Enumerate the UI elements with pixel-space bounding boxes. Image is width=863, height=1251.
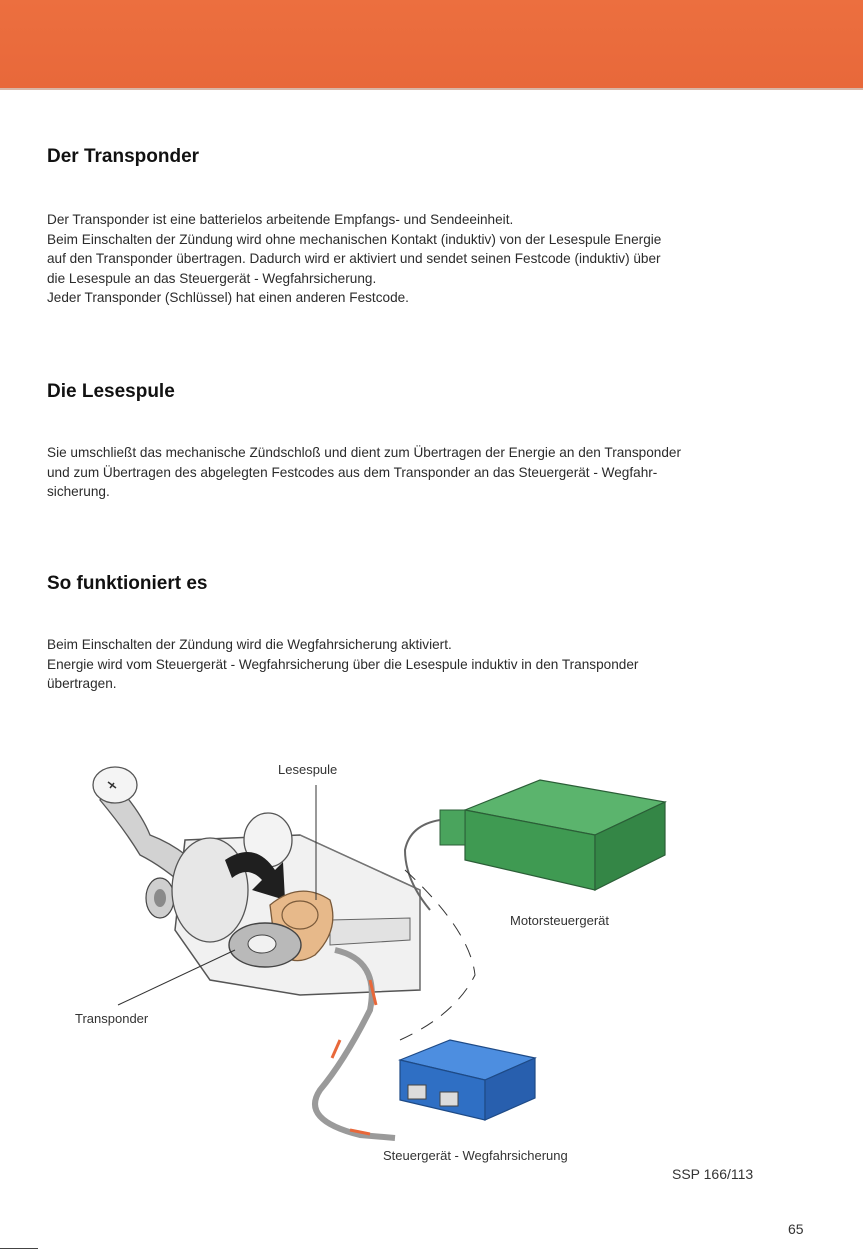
text-line: und zum Übertragen des abgelegten Festcodes aus dem Transponder an das Steuergerät - Wegfahr-: [47, 464, 658, 480]
label-lesespule: Lesespule: [278, 762, 338, 777]
heading-transponder: Der Transponder: [47, 146, 200, 167]
label-transponder: Transponder: [75, 1011, 149, 1026]
text-line: Beim Einschalten der Zündung wird ohne mechanischen Kontakt (induktiv) von der Lesespule Energie: [47, 231, 662, 247]
label-motorsteuergeraet: Motorsteuergerät: [510, 913, 609, 928]
text-line: übertragen.: [47, 676, 117, 691]
engine-control-unit: [405, 780, 665, 910]
page-number: 65: [788, 1221, 804, 1237]
heading-funktion: So funktioniert es: [47, 573, 208, 594]
header-banner: [0, 0, 863, 88]
text-line: Jeder Transponder (Schlüssel) hat einen anderen Festcode.: [47, 290, 409, 305]
label-steuergeraet: Steuergerät - Wegfahrsicherung: [383, 1148, 568, 1163]
figure-illustration: [0, 740, 863, 1170]
paragraph-transponder: [47, 210, 817, 308]
paragraph-funktion: [47, 635, 817, 694]
text-line: sicherung.: [47, 484, 110, 499]
text-line: Sie umschließt das mechanische Zündschloß und dient zum Übertragen der Energie an den Transponder: [47, 445, 681, 460]
text-line: Der Transponder ist eine batterielos arbeitende Empfangs- und Sendeeinheit.: [47, 212, 514, 227]
header-divider: [0, 88, 863, 90]
figure-reference: SSP 166/113: [672, 1166, 754, 1182]
immobilizer-figure: [0, 740, 863, 1182]
text-line: auf den Transponder übertragen. Dadurch wird er aktiviert und sendet seinen Festcode (induktiv) über: [47, 251, 661, 266]
immobilizer-control-unit: [400, 1040, 535, 1120]
bottom-rule: [0, 1248, 38, 1249]
text-line: die Lesespule an das Steuergerät - Wegfahrsicherung.: [47, 270, 377, 286]
text-line: Beim Einschalten der Zündung wird die Wegfahrsicherung aktiviert.: [47, 637, 452, 652]
text-line: Energie wird vom Steuergerät - Wegfahrsicherung über die Lesespule induktiv in den Transponder: [47, 656, 639, 672]
heading-lesespule: Die Lesespule: [47, 381, 175, 402]
steering-column-illustration: [93, 767, 420, 1138]
paragraph-lesespule: [47, 443, 817, 502]
